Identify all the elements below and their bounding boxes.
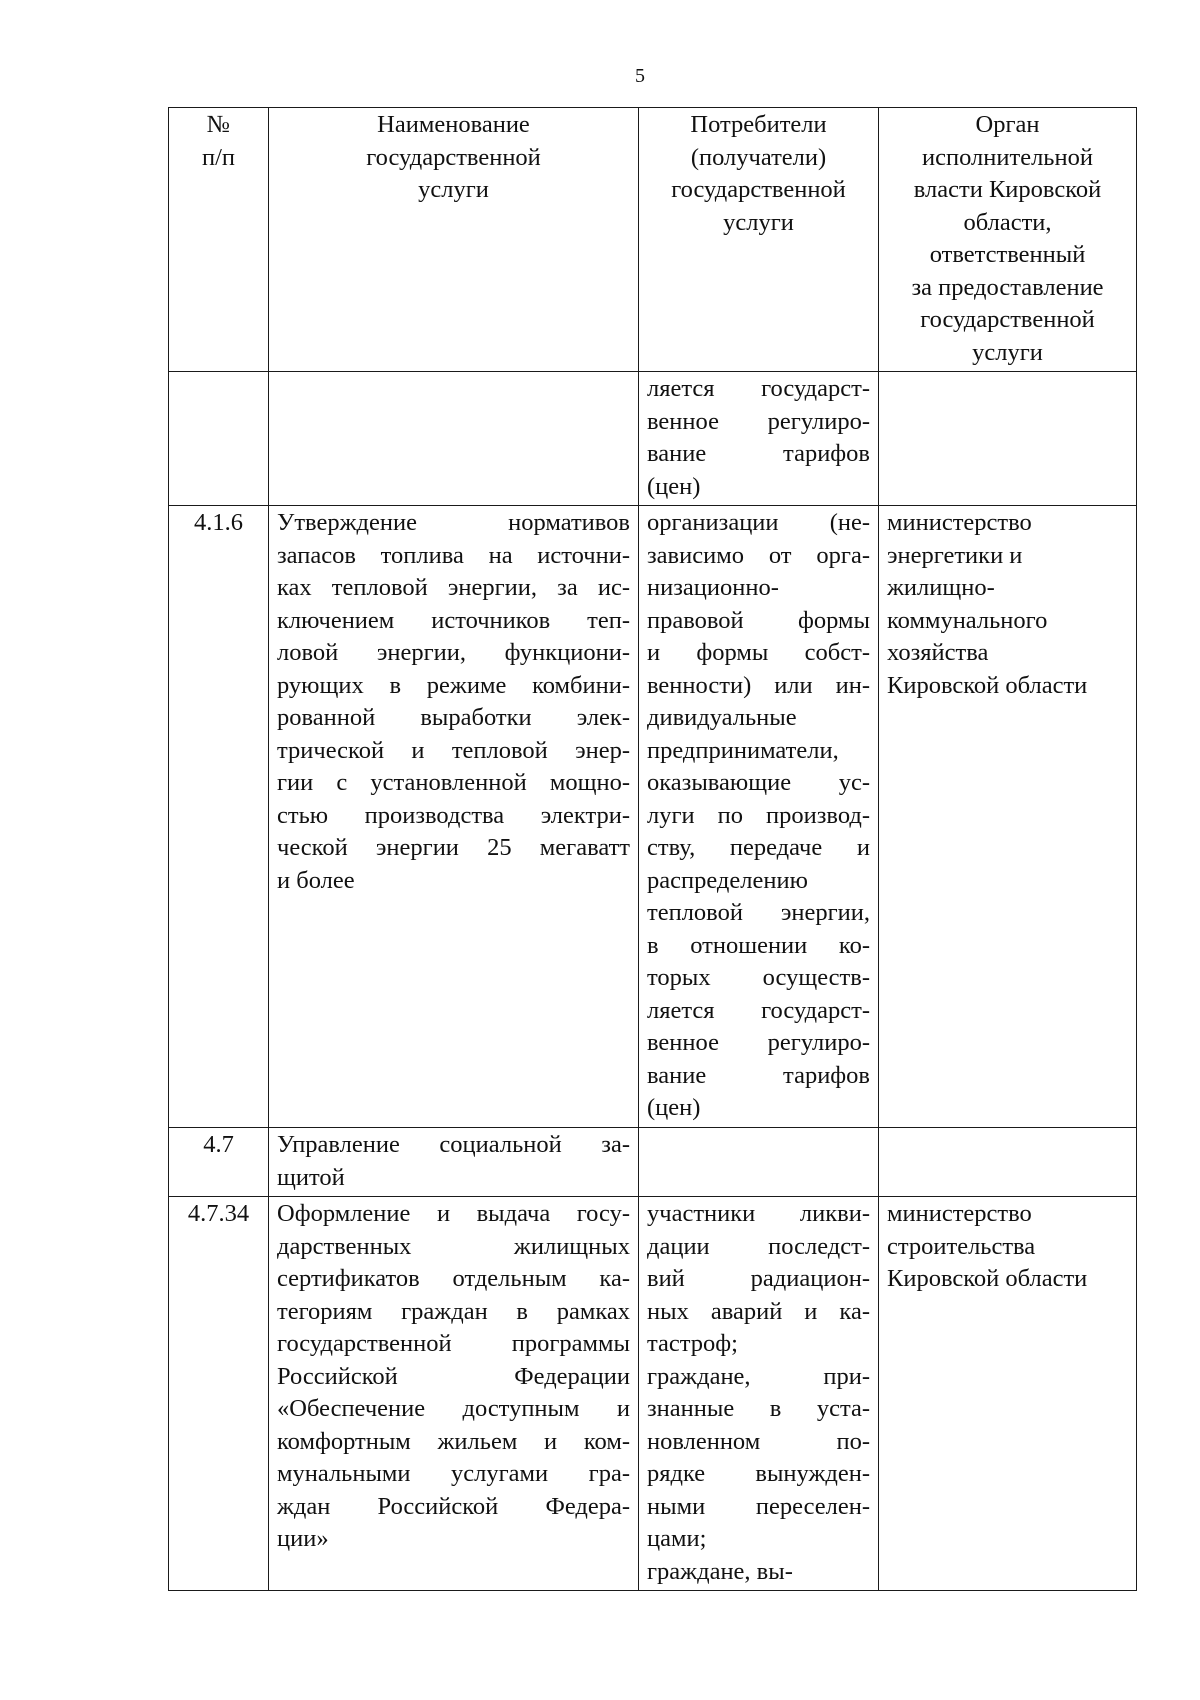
cell-text-line: исполнительной (922, 143, 1093, 171)
cell-text-line: стью производства электри- (277, 801, 630, 829)
cell-text-line: ках тепловой энергии, за ис- (277, 574, 630, 601)
services-table (168, 107, 1137, 1591)
cell-text-line: Управление социальной за- (277, 1131, 630, 1158)
cell-text-line: Оформление и выдача госу- (277, 1200, 630, 1227)
row-consumers (639, 506, 879, 1128)
cell-text-line: щитой (277, 1163, 345, 1191)
cell-text-line: участники ликви- (647, 1200, 870, 1227)
cell-text-line: венное регулиро- (647, 407, 870, 435)
cell-text-line: трической и тепловой энер- (277, 736, 630, 764)
cell-text-line: зависимо от орга- (647, 541, 870, 569)
header-consumers (639, 108, 879, 372)
cell-text-line: предприниматели, (647, 736, 839, 764)
cell-text-line: венности) или ин- (647, 671, 870, 699)
cell-text-line: рующих в режиме комбини- (277, 671, 630, 699)
cell-text-line: оказывающие ус- (647, 769, 870, 796)
table-row (169, 1128, 1137, 1197)
row-number: 4.7.34 (169, 1197, 269, 1591)
cell-text-line: луги по производ- (647, 801, 870, 829)
table-row (169, 506, 1137, 1128)
cell-text-line: дарственных жилищных (277, 1232, 630, 1260)
cell-text-line: граждане, при- (647, 1362, 870, 1390)
row-authority (879, 1128, 1137, 1197)
cell-text-line: министерство (887, 509, 1032, 536)
cell-text-line: Кировской области (887, 671, 1088, 699)
header-authority (879, 108, 1137, 372)
cell-text-line: (получатели) (690, 143, 827, 171)
row-consumers (639, 372, 879, 506)
cell-text-line: вание тарифов (647, 1061, 870, 1089)
cell-text-line: цами; (647, 1525, 707, 1552)
cell-text-line: государственной программы (277, 1330, 630, 1357)
cell-text-line: запасов топлива на источни- (277, 541, 630, 569)
cell-text-line: вание тарифов (647, 440, 870, 467)
cell-text-line: ными переселен- (647, 1492, 870, 1520)
row-authority (879, 1197, 1137, 1591)
cell-text-line: ческой энергии 25 мегаватт (277, 834, 630, 861)
cell-text-line: (цен) (647, 1094, 701, 1121)
cell-text-line: граждане, вы- (647, 1557, 793, 1585)
cell-text-line: ждан Российской Федера- (277, 1492, 630, 1520)
cell-text-line: области, (963, 208, 1052, 236)
cell-text-line: государственной (920, 306, 1095, 333)
header-service-name (269, 108, 639, 372)
row-number: 4.1.6 (169, 506, 269, 1128)
cell-text-line: п/п (201, 143, 236, 171)
cell-text-line: ляется государст- (647, 996, 870, 1024)
table-header-row (169, 108, 1137, 372)
cell-text-line: комфортным жильем и ком- (277, 1427, 630, 1455)
row-consumers (639, 1197, 879, 1591)
cell-text-line: Наименование (377, 111, 530, 138)
cell-text-line: ных аварий и ка- (647, 1297, 870, 1325)
cell-text-line: новленном по- (647, 1427, 870, 1455)
cell-text-line: дации последст- (647, 1232, 870, 1260)
cell-text-line: энергетики и (887, 541, 1023, 569)
cell-text-line: министерство (887, 1200, 1032, 1227)
cell-text-line: государственной (366, 143, 541, 171)
cell-text-line: торых осуществ- (647, 964, 870, 991)
cell-text-line: ответственный (929, 241, 1086, 268)
cell-text-line: ству, передаче и (647, 834, 870, 861)
cell-text-line: распределению (647, 866, 808, 894)
cell-text-line: низационно- (647, 574, 779, 601)
cell-text-line: тастроф; (647, 1330, 738, 1357)
cell-text-line: (цен) (647, 472, 701, 500)
row-service-name (269, 1197, 639, 1591)
cell-text-line: и формы собст- (647, 639, 870, 666)
cell-text-line: вий радиацион- (647, 1265, 870, 1292)
cell-text-line: венное регулиро- (647, 1029, 870, 1056)
cell-text-line: Утверждение нормативов (277, 509, 630, 536)
row-service-name (269, 506, 639, 1128)
cell-text-line: организации (не- (647, 509, 870, 536)
table-row (169, 1197, 1137, 1591)
cell-text-line: Кировской области (887, 1265, 1088, 1292)
cell-text-line: тегориям граждан в рамках (277, 1297, 630, 1325)
cell-text-line: услуги (972, 338, 1043, 366)
cell-text-line: строительства (887, 1232, 1036, 1260)
row-authority (879, 506, 1137, 1128)
cell-text-line: знанные в уста- (647, 1395, 870, 1422)
cell-text-line: власти Кировской (913, 176, 1102, 203)
cell-text-line: правовой формы (647, 606, 870, 634)
cell-text-line: Потребители (690, 111, 827, 138)
cell-text-line: «Обеспечение доступным и (277, 1395, 630, 1422)
row-number (169, 372, 269, 506)
cell-text-line: в отношении ко- (647, 931, 870, 959)
cell-text-line: услуги (418, 176, 489, 203)
row-number: 4.7 (169, 1128, 269, 1197)
cell-text-line: за предоставление (911, 273, 1104, 301)
header-num (169, 108, 269, 372)
cell-text-line: услуги (723, 208, 794, 236)
page-number: 5 (635, 65, 645, 87)
cell-text-line: хозяйства (887, 639, 989, 666)
cell-text-line: ляется государст- (647, 375, 870, 402)
cell-text-line: мунальными услугами гра- (277, 1460, 630, 1487)
cell-text-line: ключением источников теп- (277, 606, 630, 634)
cell-text-line: тепловой энергии, (647, 899, 870, 926)
cell-text-line: коммунального (887, 606, 1048, 634)
row-service-name (269, 372, 639, 506)
table-row (169, 372, 1137, 506)
cell-text-line: рядке вынужден- (647, 1460, 870, 1487)
row-service-name (269, 1128, 639, 1197)
cell-text-line: рованной выработки элек- (277, 704, 630, 731)
cell-text-line: сертификатов отдельным ка- (277, 1265, 630, 1292)
cell-text-line: гии с установленной мощно- (277, 769, 630, 796)
row-authority (879, 372, 1137, 506)
cell-text-line: № (206, 111, 231, 138)
cell-text-line: государственной (671, 176, 846, 203)
cell-text-line: Российской Федерации (277, 1362, 630, 1390)
cell-text-line: жилищно- (887, 574, 995, 601)
cell-text-line: дивидуальные (647, 704, 797, 731)
cell-text-line: ловой энергии, функциони- (277, 639, 630, 666)
cell-text-line: ции» (277, 1525, 329, 1552)
row-consumers (639, 1128, 879, 1197)
cell-text-line: Орган (975, 111, 1040, 138)
cell-text-line: и более (277, 866, 355, 894)
